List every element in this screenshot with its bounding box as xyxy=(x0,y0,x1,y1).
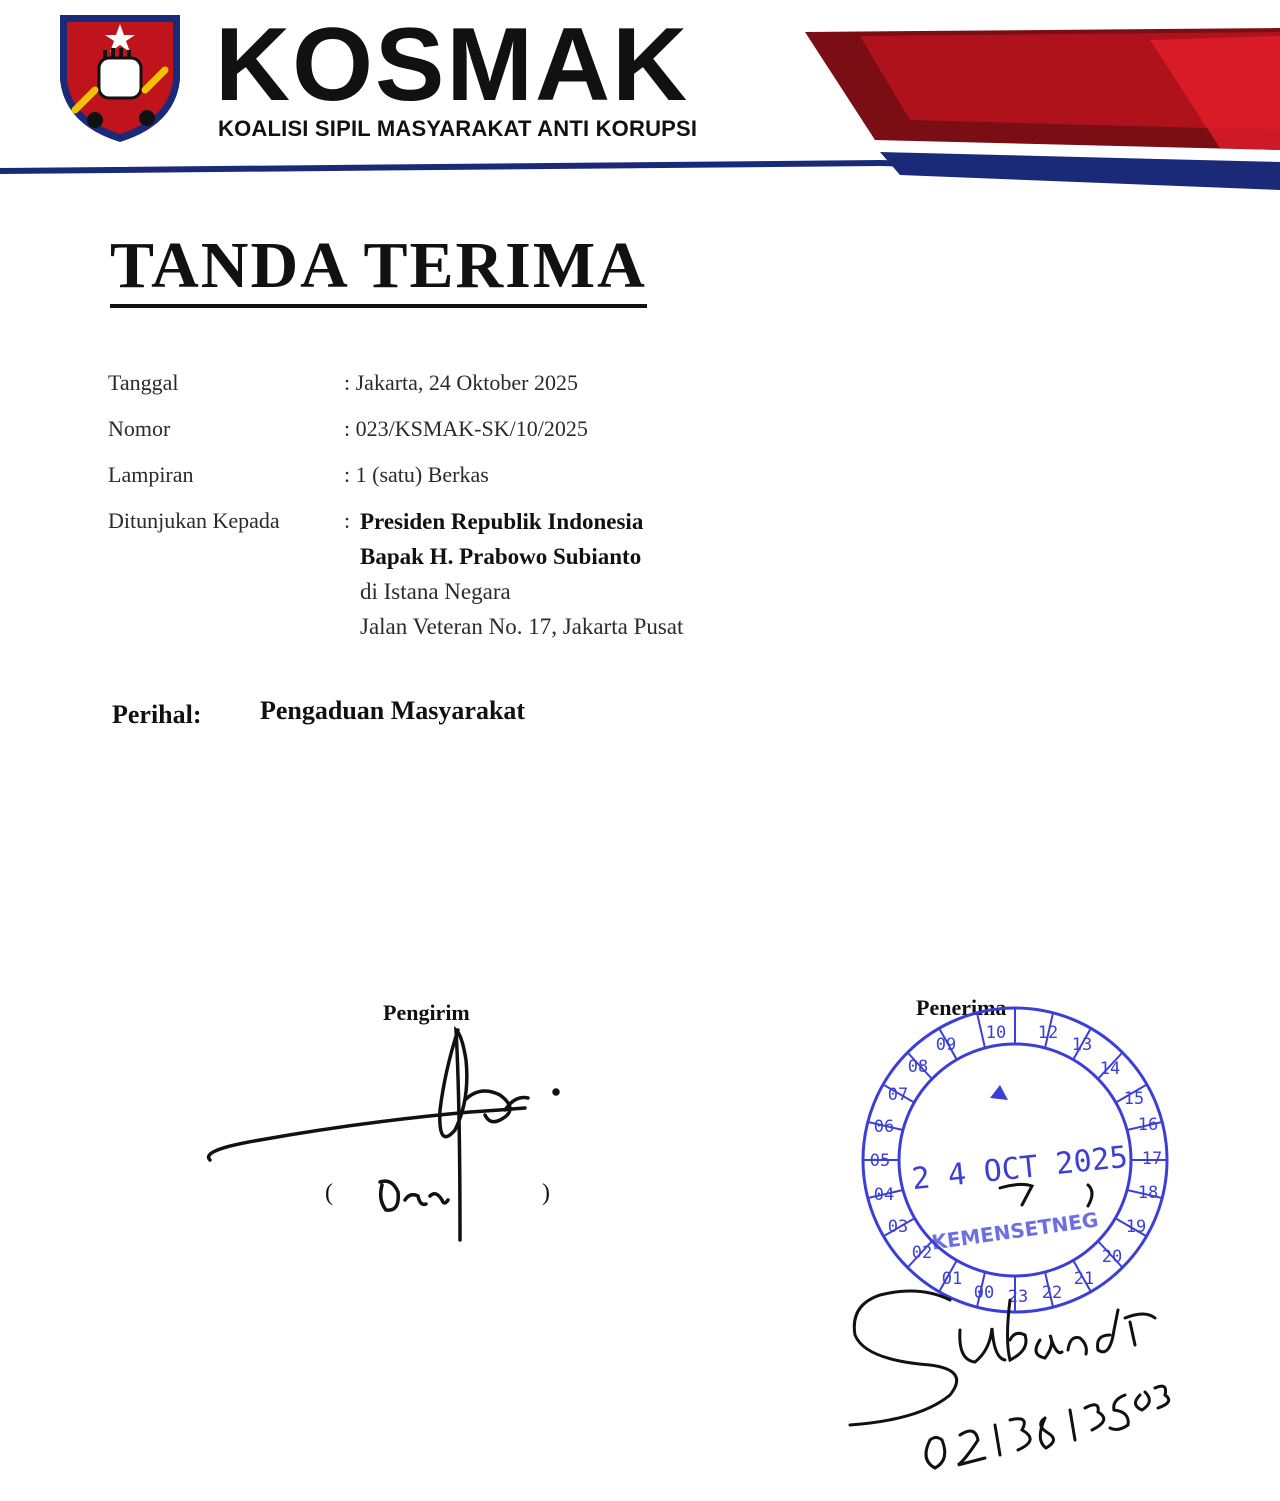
stamp-ring-number: 14 xyxy=(1099,1059,1121,1079)
field-label: Lampiran xyxy=(108,462,194,487)
stamp-ring-number: 22 xyxy=(1041,1283,1063,1303)
stamp-ring-number: 02 xyxy=(911,1243,933,1263)
receipt-date-stamp-icon xyxy=(863,1008,1167,1312)
sender-label: Pengirim xyxy=(383,1000,470,1025)
stamp-ring-number: 21 xyxy=(1073,1269,1095,1289)
stamp-date: 2 4 OCT 2025 xyxy=(910,1139,1130,1198)
document-title: TANDA TERIMA xyxy=(110,228,647,308)
stamp-ring-number: 10 xyxy=(985,1023,1007,1043)
recipient-block xyxy=(360,504,683,644)
stamp-ring-number: 06 xyxy=(873,1117,895,1137)
field-value: : xyxy=(344,508,351,533)
stamp-ring-number: 18 xyxy=(1137,1183,1159,1203)
recipient-line: Jalan Veteran No. 17, Jakarta Pusat xyxy=(360,614,684,639)
field-label: Nomor xyxy=(108,416,171,441)
stamp-ring-number: 15 xyxy=(1123,1089,1145,1109)
stamp-ring-number: 08 xyxy=(907,1057,929,1077)
brand-subtitle: KOALISI SIPIL MASYARAKAT ANTI KORUPSI xyxy=(218,116,698,141)
stamp-ring-number: 01 xyxy=(941,1269,963,1289)
letterhead xyxy=(0,0,1280,190)
recipient-line: Presiden Republik Indonesia xyxy=(360,509,644,534)
field-value: : Jakarta, 24 Oktober 2025 xyxy=(344,370,578,395)
sender-paren-close: ) xyxy=(542,1180,550,1206)
sender-paren-open: ( xyxy=(325,1180,333,1206)
recipient-line: di Istana Negara xyxy=(360,579,511,604)
field-value: : 023/KSMAK-SK/10/2025 xyxy=(344,416,588,441)
stamp-ring-number: 05 xyxy=(869,1151,891,1171)
field-label: Ditunjukan Kepada xyxy=(108,508,280,533)
sender-signature-icon xyxy=(209,1030,558,1240)
kosmak-logo-icon xyxy=(55,10,185,145)
receiver-label: Penerima xyxy=(916,995,1007,1020)
stamp-ring-number: 03 xyxy=(887,1217,909,1237)
stamp-ring-number: 07 xyxy=(887,1085,909,1105)
stamp-ring-number: 17 xyxy=(1141,1149,1163,1169)
field-value: : 1 (satu) Berkas xyxy=(344,462,489,487)
stamp-ring-number: 12 xyxy=(1037,1023,1059,1043)
field-label: Tanggal xyxy=(108,370,179,395)
perihal-value: Pengaduan Masyarakat xyxy=(260,696,526,725)
stamp-ring-number: 19 xyxy=(1125,1217,1147,1237)
stamp-ring-number: 20 xyxy=(1101,1247,1123,1267)
stamp-organization: KEMENSETNEG xyxy=(930,1207,1100,1255)
receiver-signature-icon xyxy=(850,1184,1169,1468)
stamp-ring-number: 16 xyxy=(1137,1115,1159,1135)
recipient-line: Bapak H. Prabowo Subianto xyxy=(360,544,642,569)
stamp-ring-number: 09 xyxy=(935,1035,957,1055)
stamp-ring-number: 04 xyxy=(873,1185,895,1205)
stamp-ring-number: 23 xyxy=(1007,1287,1029,1307)
brand-name: KOSMAK xyxy=(215,7,690,123)
stamp-ring-number: 00 xyxy=(973,1283,995,1303)
perihal-label: Perihal: xyxy=(112,700,202,729)
stamp-ring-number: 13 xyxy=(1071,1035,1093,1055)
